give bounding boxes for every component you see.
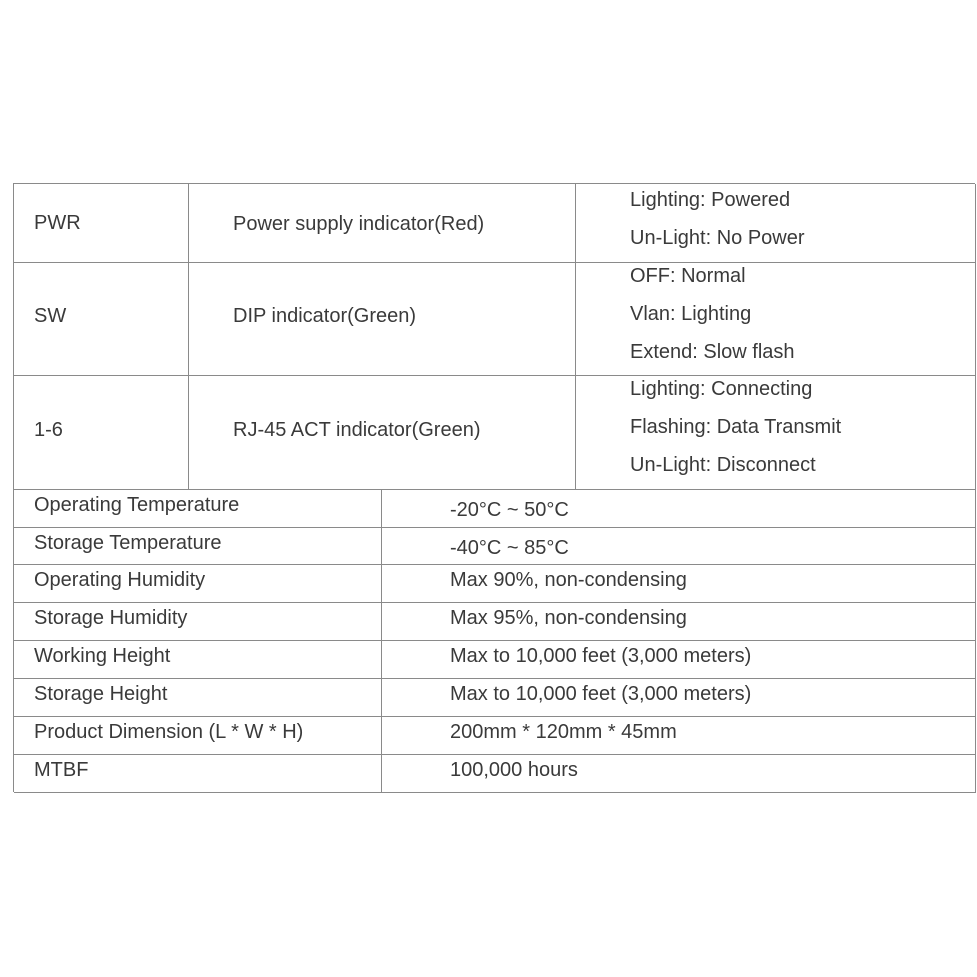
spec-label-cell	[14, 755, 382, 793]
spec-value: Max 90%, non-condensing	[450, 569, 687, 591]
spec-label-cell	[14, 717, 382, 755]
indicator-description: Power supply indicator(Red)	[233, 213, 485, 235]
indicator-description: RJ-45 ACT indicator(Green)	[233, 419, 481, 441]
indicator-state: Flashing: Data Transmit	[630, 416, 842, 438]
spec-label-cell	[14, 679, 382, 717]
indicator-row-pwr-desc-cell	[189, 184, 576, 263]
indicator-state: Un-Light: No Power	[630, 227, 805, 249]
spec-value: Max to 10,000 feet (3,000 meters)	[450, 645, 752, 667]
spec-label: Operating Humidity	[34, 569, 206, 591]
spec-value: 200mm * 120mm * 45mm	[450, 721, 677, 743]
indicator-state: Lighting: Powered	[630, 189, 791, 211]
spec-value: Max 95%, non-condensing	[450, 607, 687, 629]
spec-label: Storage Humidity	[34, 607, 188, 629]
indicator-states	[630, 188, 805, 264]
indicator-state: Vlan: Lighting	[630, 303, 752, 325]
indicator-row-sw-desc-cell	[189, 263, 576, 376]
spec-label-cell	[14, 565, 382, 603]
indicator-row-sw-states-cell	[576, 263, 976, 376]
spec-value-cell	[382, 717, 976, 755]
spec-value-cell	[382, 528, 976, 565]
spec-label-cell	[14, 490, 382, 528]
spec-value: Max to 10,000 feet (3,000 meters)	[450, 683, 752, 705]
spec-value-cell	[382, 755, 976, 793]
indicator-row-pwr-states-cell	[576, 184, 976, 263]
indicator-label: PWR	[34, 212, 81, 234]
spec-value-cell	[382, 565, 976, 603]
spec-value: -20°C ~ 50°C	[450, 499, 569, 521]
spec-label: Storage Height	[34, 683, 168, 705]
spec-value-cell	[382, 490, 976, 528]
indicator-state: Lighting: Connecting	[630, 378, 813, 400]
spec-label: Operating Temperature	[34, 494, 240, 516]
indicator-description: DIP indicator(Green)	[233, 305, 417, 327]
indicator-row-sw-label-cell	[14, 263, 189, 376]
spec-value: -40°C ~ 85°C	[450, 537, 569, 559]
indicator-label: 1-6	[34, 419, 63, 441]
indicator-state: Extend: Slow flash	[630, 341, 795, 363]
spec-label: Storage Temperature	[34, 532, 222, 554]
spec-label-cell	[14, 603, 382, 641]
spec-label: Product Dimension (L * W * H)	[34, 721, 304, 743]
indicator-label: SW	[34, 305, 67, 327]
spec-label: MTBF	[34, 759, 89, 781]
indicator-row-ports-states-cell	[576, 376, 976, 490]
spec-value-cell	[382, 679, 976, 717]
indicator-row-ports-desc-cell	[189, 376, 576, 490]
indicator-state: Un-Light: Disconnect	[630, 454, 816, 476]
spec-label-cell	[14, 641, 382, 679]
spec-label: Working Height	[34, 645, 171, 667]
spec-label-cell	[14, 528, 382, 565]
indicator-states	[630, 264, 795, 378]
indicator-row-pwr-label-cell	[14, 184, 189, 263]
spec-value: 100,000 hours	[450, 759, 578, 781]
spec-table	[13, 183, 975, 792]
indicator-state: OFF: Normal	[630, 265, 746, 287]
indicator-states	[630, 377, 841, 491]
spec-value-cell	[382, 641, 976, 679]
indicator-row-ports-label-cell	[14, 376, 189, 490]
spec-value-cell	[382, 603, 976, 641]
